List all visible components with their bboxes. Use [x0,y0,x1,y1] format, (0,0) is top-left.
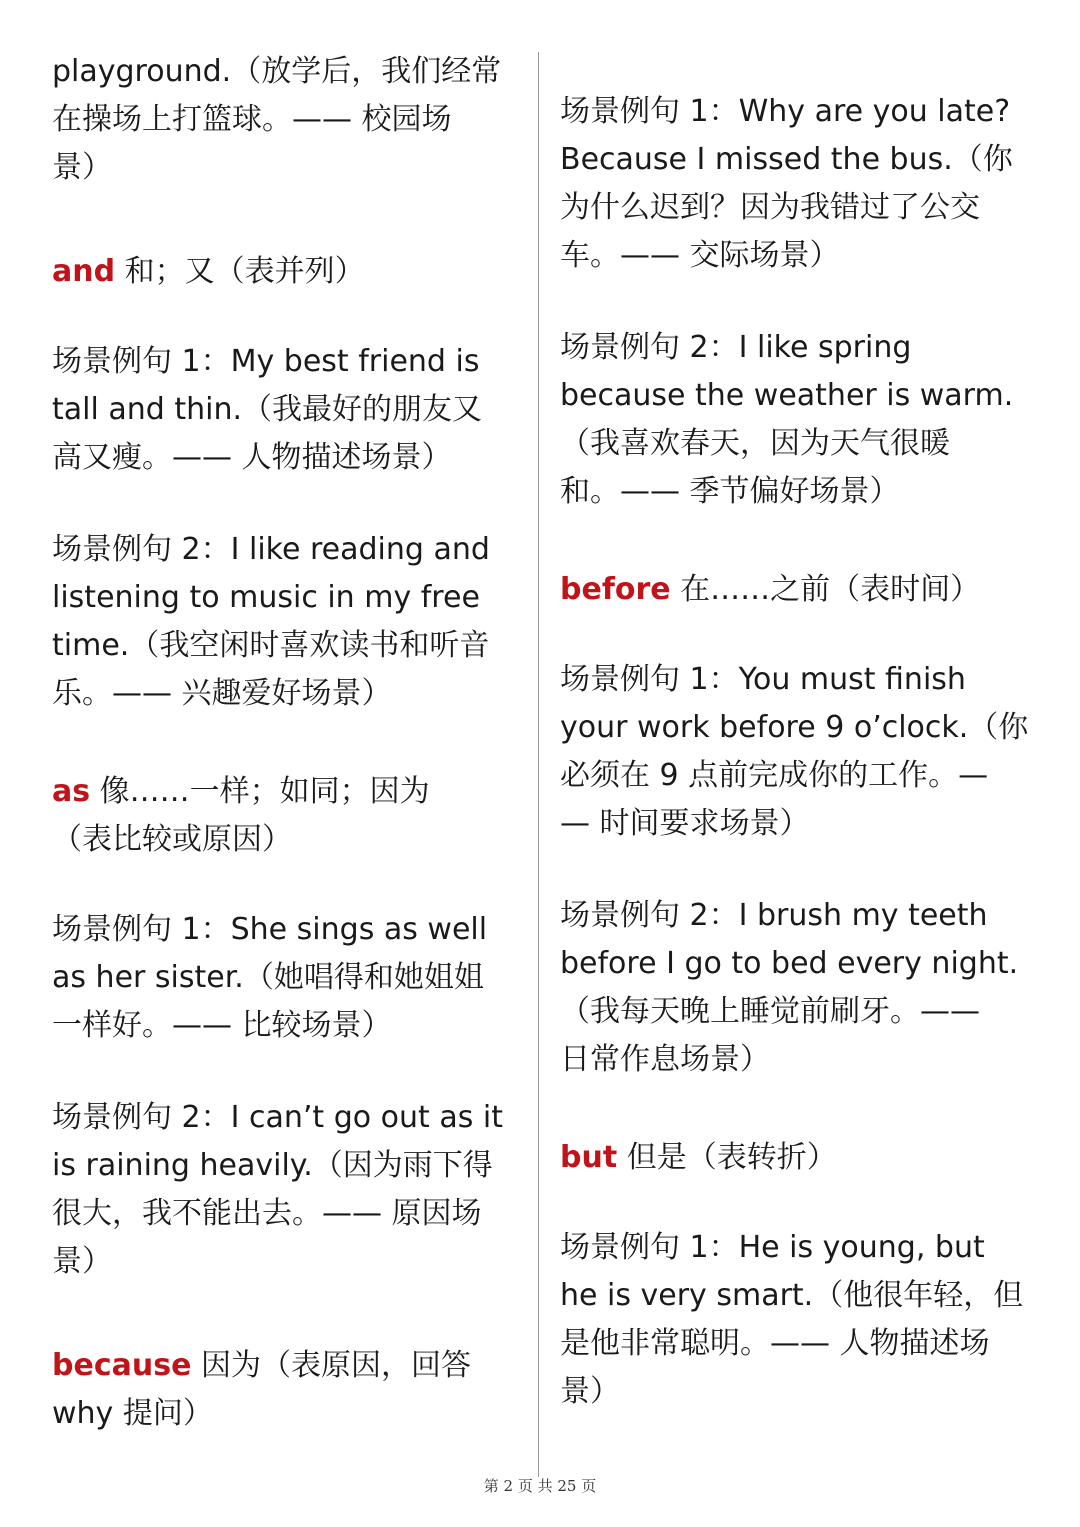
text-line: 场景例句 1：He is young, but [560,1230,985,1265]
text-line: （我喜欢春天，因为天气很暖 [560,426,950,461]
text-line: 场景例句 1：Why are you late? [560,94,1011,129]
example-sentence [560,656,1030,848]
vocab-word: and [52,254,116,289]
vocab-line [52,768,522,816]
vocab-line [560,566,1030,614]
vocab-word: but [560,1140,618,1175]
page-number: 第 2 页 共 25 页 [483,1477,597,1495]
continued-example [52,48,522,192]
text-line: 场景例句 1：She sings as well [52,912,488,947]
example-sentence [52,1094,522,1286]
text-line: 乐。—— 兴趣爱好场景） [52,676,392,711]
vocab-word: as [52,774,91,809]
text-line: 场景例句 2：I can’t go out as it [52,1100,503,1135]
text-line: as her sister.（她唱得和她姐姐 [52,960,484,995]
text-line: 和。—— 季节偏好场景） [560,474,900,509]
vocab-heading-and [52,248,522,296]
vocab-meaning: 在……之前（表时间） [670,572,981,607]
text-line: time.（我空闲时喜欢读书和听音 [52,628,490,663]
text-line: （我每天晚上睡觉前刷牙。—— [560,994,980,1029]
text-line: 必须在 9 点前完成你的工作。— [560,758,989,793]
text-line: is raining heavily.（因为雨下得 [52,1148,493,1183]
text-line: 场景例句 2：I like reading and [52,532,490,567]
example-sentence [560,892,1030,1084]
vocab-heading-as [52,768,522,864]
text-line: tall and thin.（我最好的朋友又 [52,392,482,427]
text-line: 景） [560,1374,620,1409]
column-divider [538,52,539,1477]
example-sentence [52,906,522,1050]
text-line: 景） [52,150,112,185]
text-line: 一样好。—— 比较场景） [52,1008,392,1043]
text-line: 为什么迟到？因为我错过了公交 [560,190,980,225]
example-sentence [52,526,522,718]
example-sentence [560,88,1030,280]
vocab-heading-because [52,1342,522,1438]
text-line: playground.（放学后，我们经常 [52,54,502,89]
text-line: 场景例句 1：You must finish [560,662,966,697]
vocab-meaning: 像……一样；如同；因为 [90,774,430,809]
example-sentence [560,1224,1030,1416]
text-line: 很大，我不能出去。—— 原因场 [52,1196,482,1231]
text-line: — 时间要求场景） [560,806,810,841]
vocab-heading-but [560,1134,1030,1182]
text-line: 场景例句 2：I brush my teeth [560,898,988,933]
example-sentence [52,338,522,482]
vocab-meaning: 因为（表原因，回答 [191,1348,471,1383]
text-line: Because I missed the bus.（你 [560,142,1013,177]
text-line: he is very smart.（他很年轻，但 [560,1278,1024,1313]
vocab-heading-before [560,566,1030,614]
vocab-line [52,248,522,296]
text-line: 景） [52,1244,112,1279]
text-line: 场景例句 1：My best friend is [52,344,480,379]
vocab-line [52,1342,522,1390]
text-line: 是他非常聪明。—— 人物描述场 [560,1326,990,1361]
text-line: your work before 9 o’clock.（你 [560,710,1029,745]
vocab-word: before [560,572,671,607]
text-line: listening to music in my free [52,580,480,615]
text-line: 场景例句 2：I like spring [560,330,912,365]
text-line: 在操场上打篮球。—— 校园场 [52,102,452,137]
vocab-meaning: 但是（表转折） [617,1140,837,1175]
text-line: before I go to bed every night. [560,946,1019,981]
vocab-meaning-cont: （表比较或原因） [52,822,292,857]
text-line: 车。—— 交际场景） [560,238,840,273]
vocab-meaning: 和；又（表并列） [115,254,365,289]
vocab-word: because [52,1348,192,1383]
example-sentence [560,324,1030,516]
text-line: 高又瘦。—— 人物描述场景） [52,440,452,475]
vocab-meaning-cont: why 提问） [52,1396,213,1431]
vocab-line [560,1134,1030,1182]
text-line: 日常作息场景） [560,1042,770,1077]
text-line: because the weather is warm. [560,378,1014,413]
